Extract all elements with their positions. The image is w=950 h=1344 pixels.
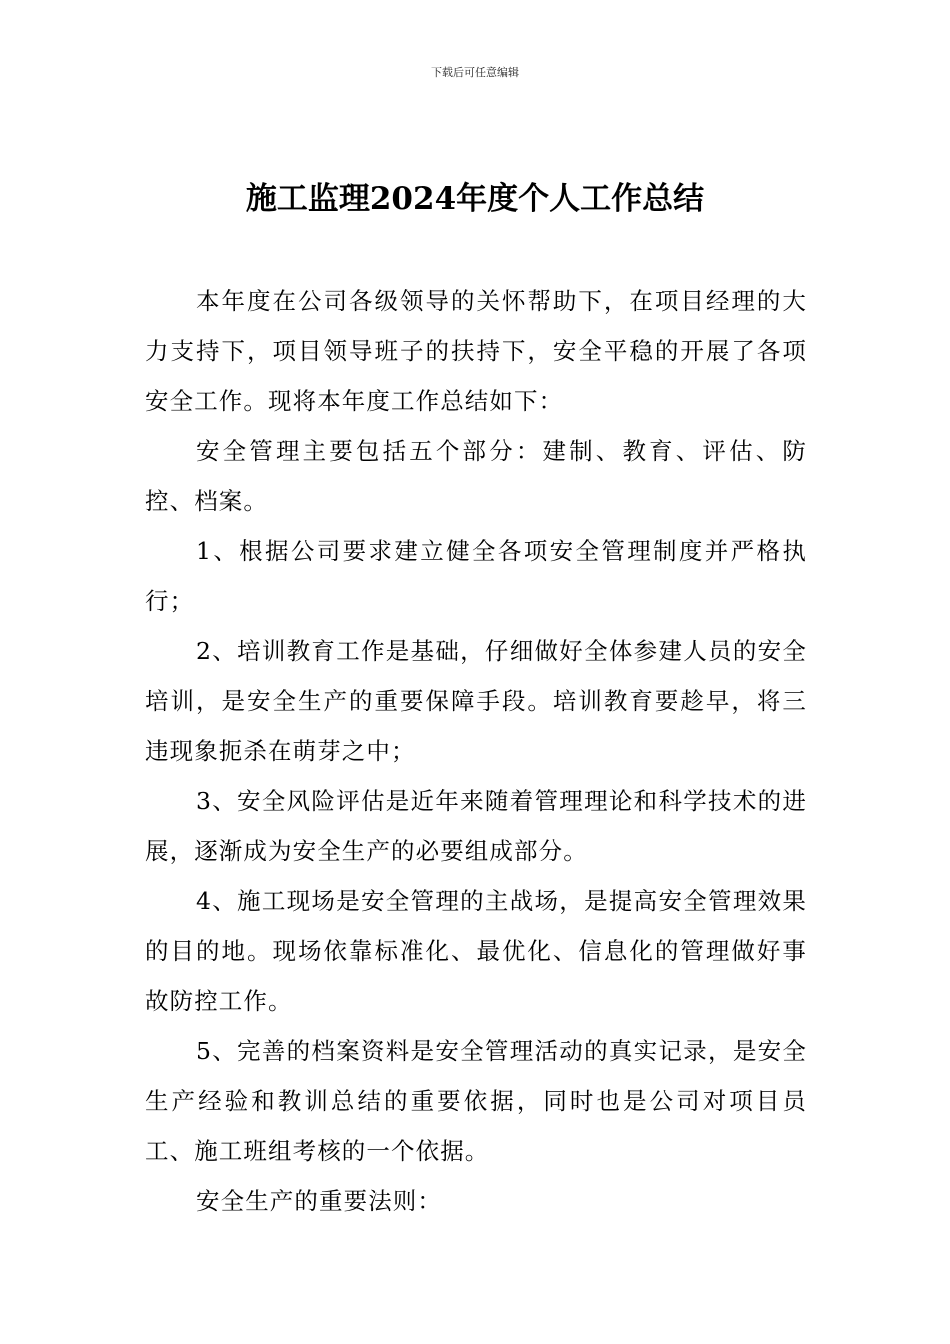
document-body	[145, 276, 807, 1226]
header-note: 下载后可任意编辑	[431, 66, 519, 79]
paragraph-item-3: 3、安全风险评估是近年来随着管理理论和科学技术的进展，逐渐成为安全生产的必要组成部分。	[145, 787, 807, 865]
paragraph-intro: 本年度在公司各级领导的关怀帮助下，在项目经理的大力支持下，项目领导班子的扶持下，安全平稳的开展了各项安全工作。现将本年度工作总结如下：	[145, 287, 807, 415]
paragraph-item-2: 2、培训教育工作是基础，仔细做好全体参建人员的安全培训，是安全生产的重要保障手段。培训教育要趁早，将三违现象扼杀在萌芽之中；	[145, 637, 807, 765]
paragraph-item-1: 1、根据公司要求建立健全各项安全管理制度并严格执行；	[145, 537, 807, 615]
paragraph-safety-rules: 安全生产的重要法则：	[196, 1187, 442, 1215]
paragraph-safety-parts: 安全管理主要包括五个部分：建制、教育、评估、防控、档案。	[145, 437, 807, 515]
paragraph-item-4: 4、施工现场是安全管理的主战场，是提高安全管理效果的目的地。现场依靠标准化、最优化、信息化的管理做好事故防控工作。	[145, 887, 807, 1015]
document-title: 施工监理2024年度个人工作总结	[245, 181, 705, 217]
paragraph-item-5: 5、完善的档案资料是安全管理活动的真实记录，是安全生产经验和教训总结的重要依据，同时也是公司对项目员工、施工班组考核的一个依据。	[145, 1037, 807, 1165]
